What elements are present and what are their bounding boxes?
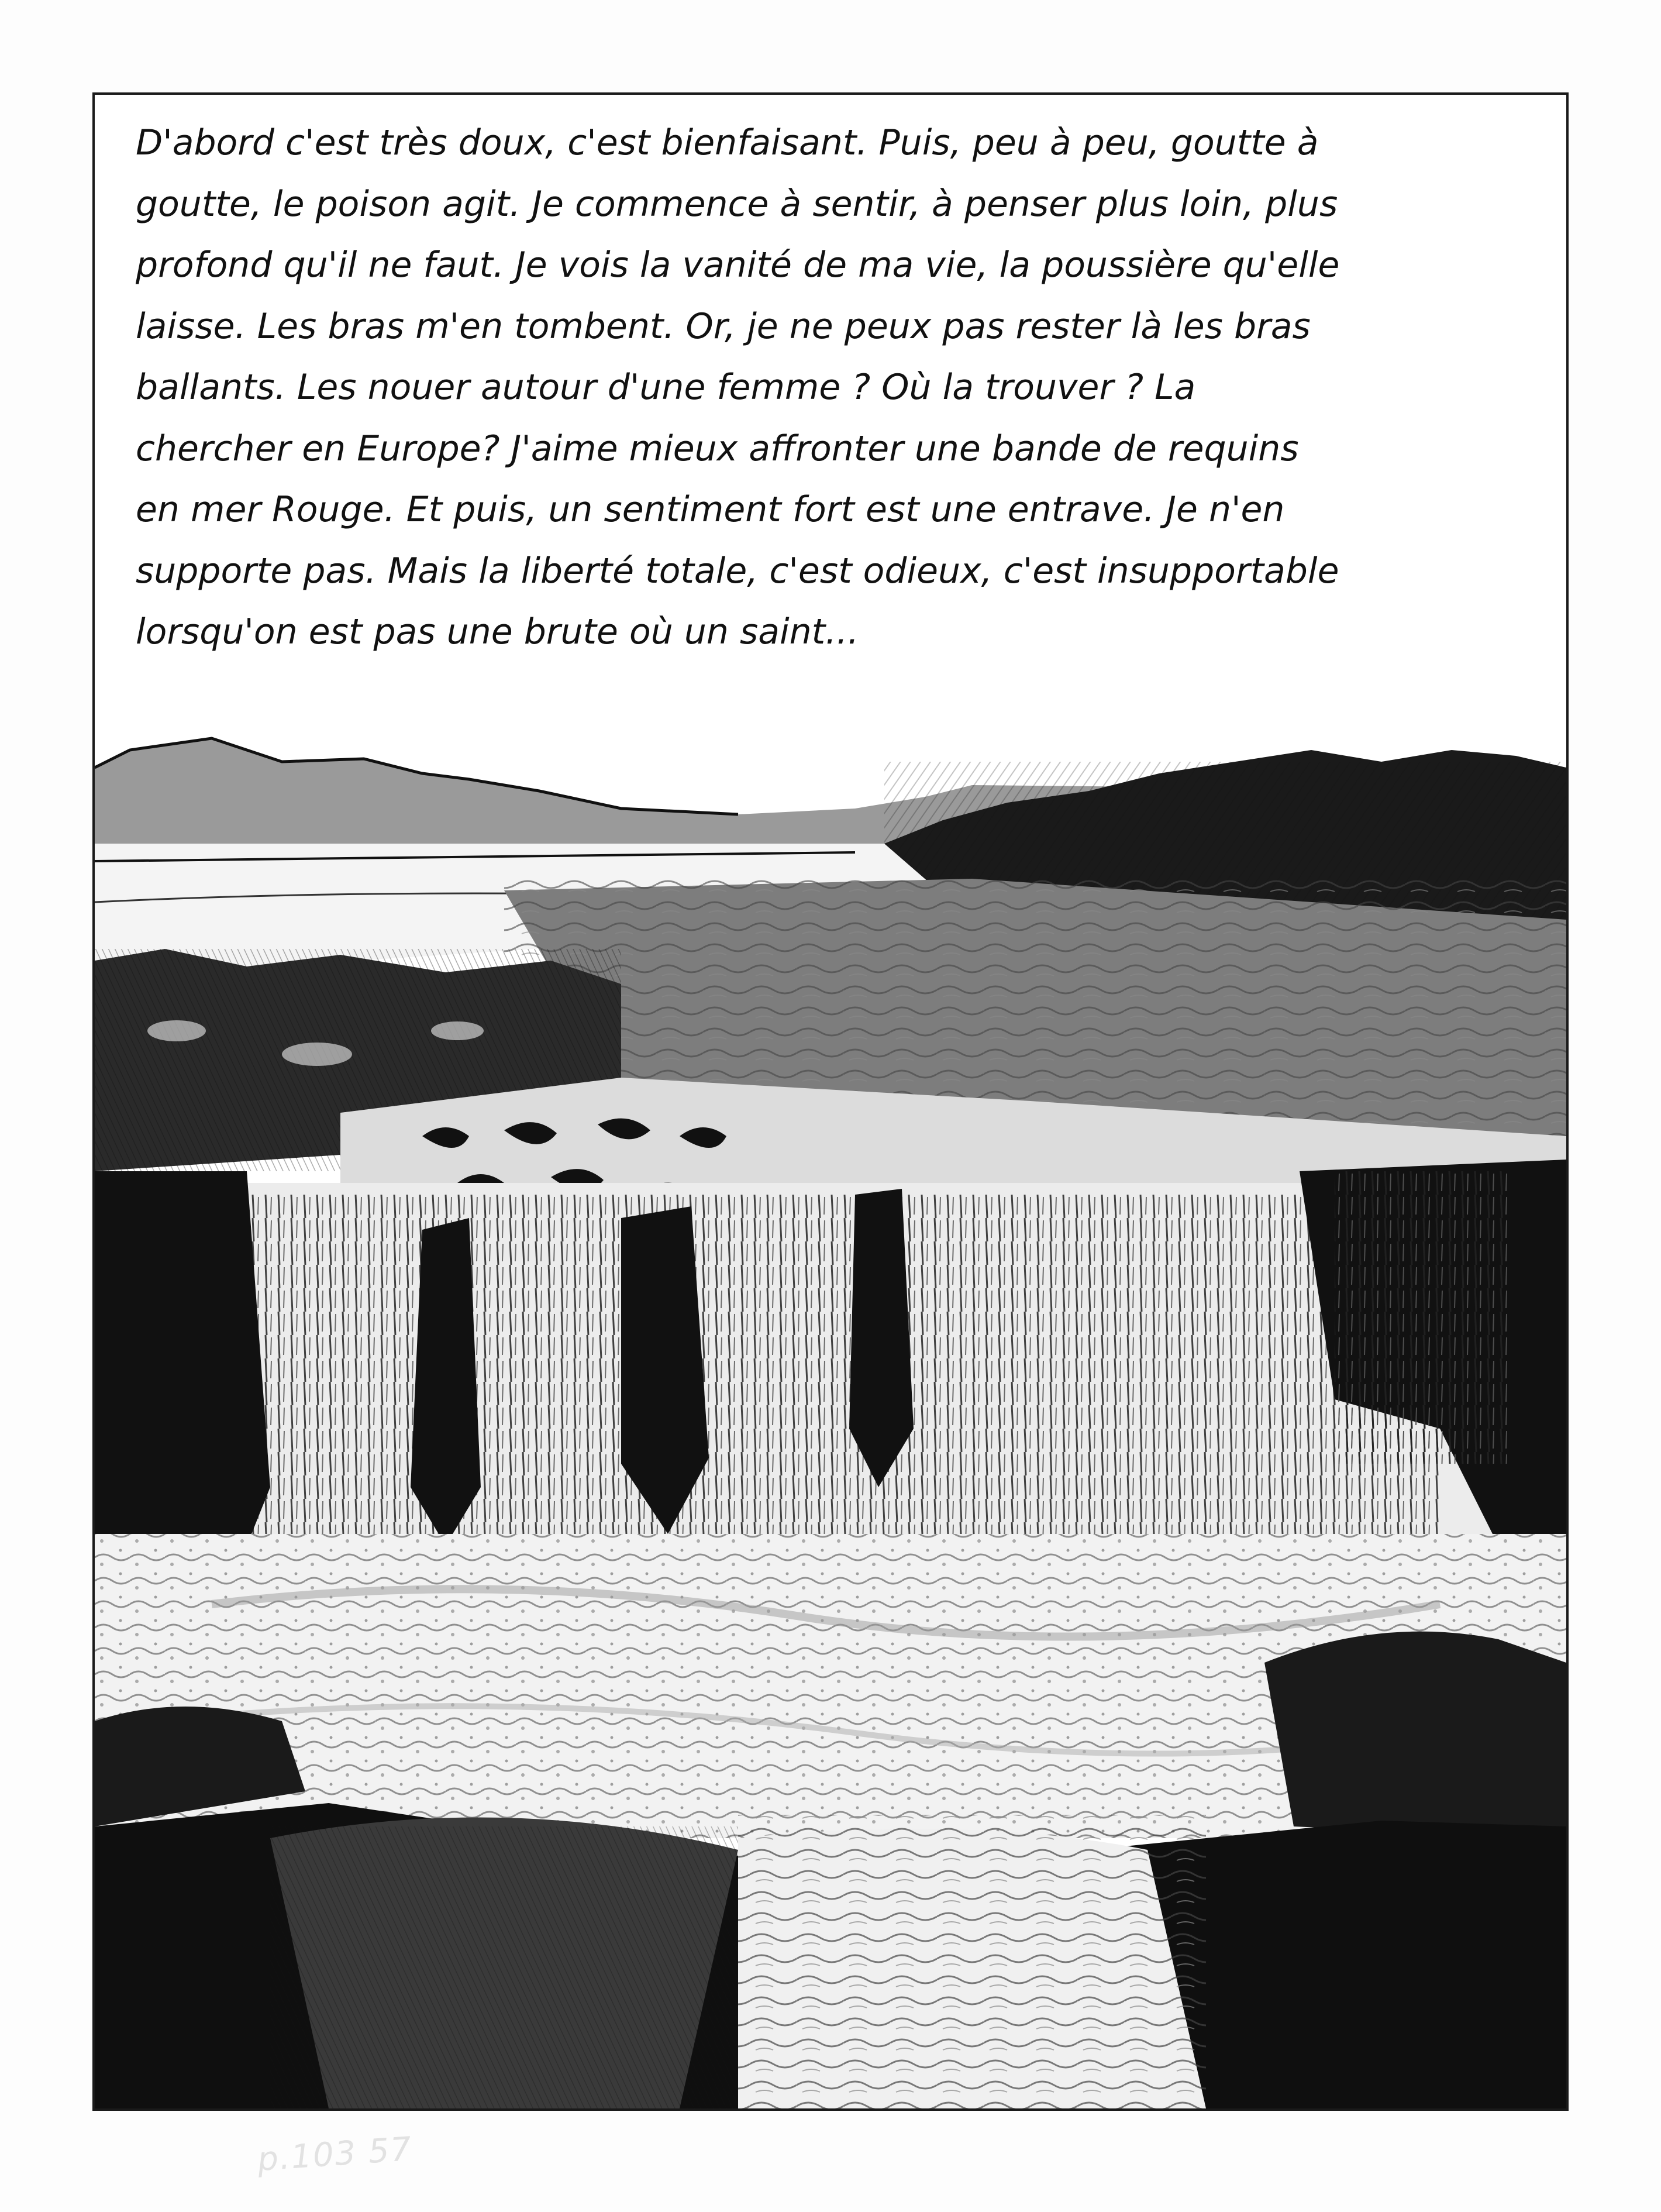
pencil-margin-note: p.103 57 (256, 2130, 414, 2179)
narration-line: lorsqu'on est pas une brute où un saint... (136, 611, 859, 652)
narration-line: D'abord c'est très doux, c'est bienfaisant. Puis, peu à peu, goutte à (136, 122, 1319, 163)
narration-caption (136, 112, 1340, 663)
right-rock (1264, 1632, 1566, 1838)
waterfall-illustration (95, 727, 1566, 2108)
narration-line: goutte, le poison agit. Je commence à sentir, à penser plus loin, plus (136, 183, 1338, 225)
narration-line: ballants. Les nouer autour d'une femme ? Où la trouver ? La (136, 367, 1196, 408)
narration-line: en mer Rouge. Et puis, un sentiment fort est une entrave. Je n'en (136, 489, 1285, 530)
narration-line: supporte pas. Mais la liberté totale, c'est odieux, c'est insupportable (136, 550, 1339, 591)
narration-line: laisse. Les bras m'en tombent. Or, je ne peux pas rester là les bras (136, 305, 1311, 347)
narration-line: chercher en Europe? J'aime mieux affronter une bande de requins (136, 428, 1299, 469)
narration-line: profond qu'il ne faut. Je vois la vanité de ma vie, la poussière qu'elle (136, 245, 1340, 285)
comic-panel (92, 92, 1569, 2111)
